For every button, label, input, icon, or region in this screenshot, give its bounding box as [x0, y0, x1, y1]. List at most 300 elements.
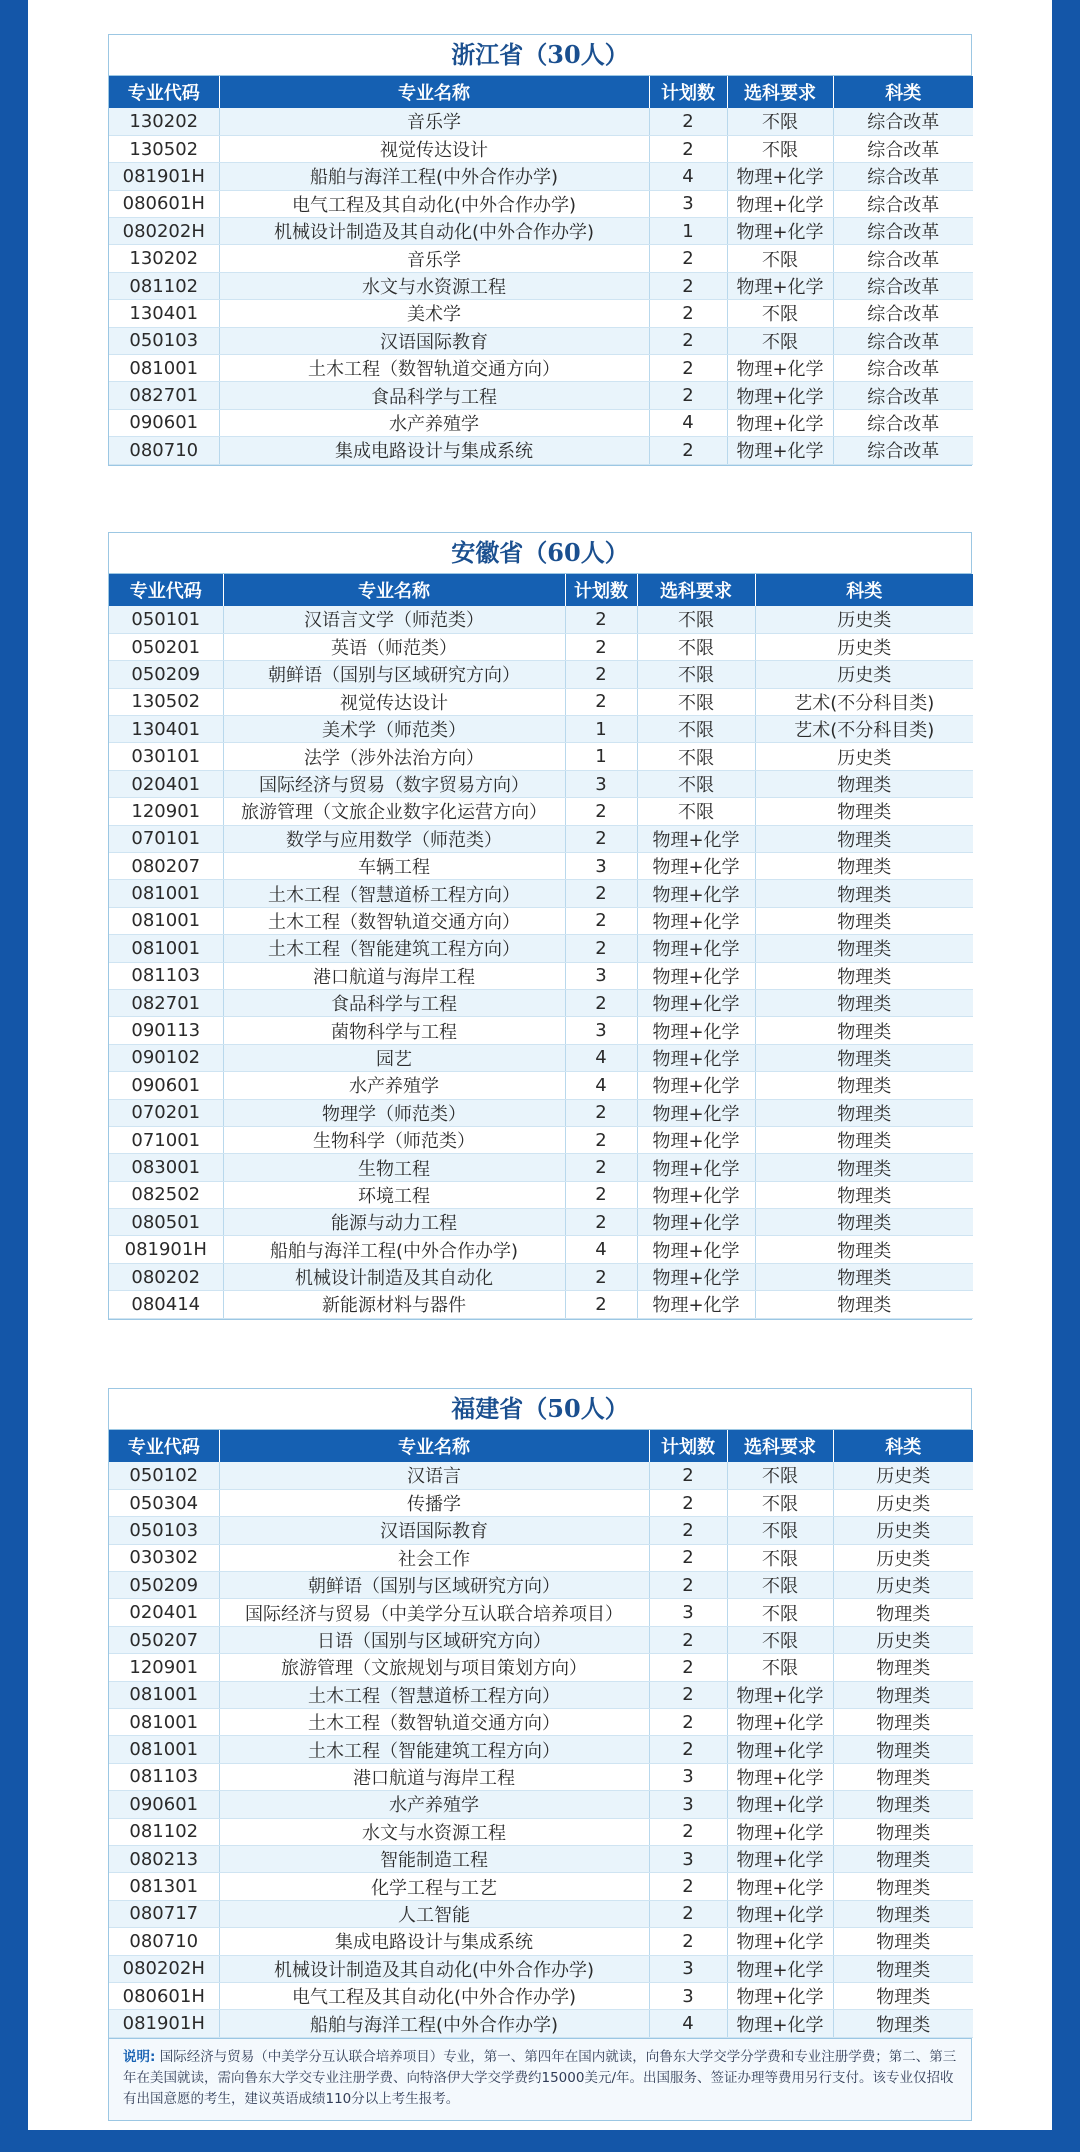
table-row [109, 798, 973, 825]
category-cell: 物理类 [755, 798, 973, 825]
major-name-cell: 土木工程（智能建筑工程方向） [219, 1736, 649, 1763]
major-name-cell: 日语（国别与区域研究方向） [219, 1626, 649, 1653]
major-code-cell: 130401 [109, 300, 219, 327]
major-name-cell: 数学与应用数学（师范类） [223, 825, 565, 852]
subject-requirement-cell: 物理+化学 [727, 1845, 833, 1872]
plan-count-cell: 2 [649, 1681, 727, 1708]
major-name-cell: 港口航道与海岸工程 [223, 962, 565, 989]
category-cell: 物理类 [755, 880, 973, 907]
major-name-cell: 机械设计制造及其自动化(中外合作办学) [219, 218, 649, 245]
table-row [109, 1791, 973, 1818]
table-row [109, 1681, 973, 1708]
major-code-cell: 081001 [109, 1709, 219, 1736]
major-code-cell: 050207 [109, 1626, 219, 1653]
category-cell: 艺术(不分科目类) [755, 716, 973, 743]
category-cell: 物理类 [833, 1818, 973, 1845]
plan-count-cell: 4 [649, 163, 727, 190]
plan-count-cell: 2 [649, 355, 727, 382]
header-category: 科类 [885, 1437, 922, 1458]
major-name-cell: 传播学 [219, 1489, 649, 1516]
table-row [109, 1263, 973, 1290]
major-code-cell: 080601H [109, 190, 219, 217]
category-cell: 物理类 [755, 935, 973, 962]
table-row [109, 1654, 973, 1681]
category-cell: 物理类 [833, 1736, 973, 1763]
major-name-cell: 水文与水资源工程 [219, 1818, 649, 1845]
major-code-cell: 080717 [109, 1900, 219, 1927]
subject-requirement-cell: 不限 [727, 1654, 833, 1681]
category-cell: 物理类 [755, 1181, 973, 1208]
subject-requirement-cell: 不限 [727, 135, 833, 162]
plan-count-cell: 4 [565, 1236, 637, 1263]
header-subject-requirement: 选科要求 [727, 76, 833, 108]
category-cell: 物理类 [755, 1291, 973, 1318]
plan-count-cell: 2 [649, 1818, 727, 1845]
plan-count-cell: 2 [565, 606, 637, 633]
table-row [109, 409, 973, 436]
table-row [109, 1236, 973, 1263]
header-plan-count: 计划数 [649, 76, 727, 108]
footnote-text: 国际经济与贸易（中美学分互认联合培养项目）专业，第一、第四年在国内就读，向鲁东大学交学分学费和专业注册学费；第二、第三年在美国就读，需向鲁东大学交专业注册学费、向特洛伊大学交学费约15000美元/年。出国服务、签证办理等费用另行支付。该专业仅招收有出国意愿的考生，建议英语成绩110分以上考生报考。 [123, 2048, 957, 2107]
table-row [109, 825, 973, 852]
major-code-cell: 050103 [109, 327, 219, 354]
table-row [109, 1845, 973, 1872]
table-row [109, 1099, 973, 1126]
category-cell: 综合改革 [833, 108, 973, 135]
table-row [109, 935, 973, 962]
header-plan-count: 计划数 [649, 1430, 727, 1462]
subject-requirement-cell: 不限 [637, 798, 755, 825]
table-row [109, 1900, 973, 1927]
category-cell: 物理类 [833, 1791, 973, 1818]
table-row [109, 1489, 973, 1516]
major-code-cell: 090601 [109, 1791, 219, 1818]
subject-requirement-cell: 物理+化学 [637, 1209, 755, 1236]
category-cell: 历史类 [755, 606, 973, 633]
table-body [109, 108, 973, 464]
category-cell: 物理类 [755, 1072, 973, 1099]
table-row [109, 1544, 973, 1571]
subject-requirement-cell: 物理+化学 [637, 1072, 755, 1099]
subject-requirement-cell: 不限 [727, 1517, 833, 1544]
major-code-cell: 050209 [109, 661, 223, 688]
table-row [109, 661, 973, 688]
plan-count-cell: 2 [649, 272, 727, 299]
major-name-cell: 汉语言文学（师范类） [223, 606, 565, 633]
header-major-name: 专业名称 [219, 1430, 649, 1462]
major-code-cell: 081102 [109, 1818, 219, 1845]
category-cell: 物理类 [755, 989, 973, 1016]
plan-count-cell: 3 [565, 853, 637, 880]
major-name-cell: 环境工程 [223, 1181, 565, 1208]
plan-count-cell: 2 [565, 688, 637, 715]
table-row [109, 1873, 973, 1900]
major-name-cell: 朝鲜语（国别与区域研究方向） [223, 661, 565, 688]
plan-count-cell: 2 [565, 1099, 637, 1126]
subject-requirement-cell: 物理+化学 [637, 907, 755, 934]
major-code-cell: 080414 [109, 1291, 223, 1318]
subject-requirement-cell: 不限 [727, 108, 833, 135]
table-row [109, 1928, 973, 1955]
plan-count-cell: 2 [565, 1181, 637, 1208]
major-code-cell: 080601H [109, 1982, 219, 2009]
major-name-cell: 社会工作 [219, 1544, 649, 1571]
major-name-cell: 水产养殖学 [219, 409, 649, 436]
category-cell: 物理类 [833, 2010, 973, 2037]
table-row [109, 606, 973, 633]
plan-count-cell: 3 [649, 190, 727, 217]
plan-count-cell: 3 [649, 1955, 727, 1982]
subject-requirement-cell: 物理+化学 [727, 1873, 833, 1900]
section-anhui [108, 532, 972, 1320]
plan-count-cell: 2 [649, 437, 727, 464]
table-row [109, 355, 973, 382]
table-row [109, 743, 973, 770]
table-row [109, 272, 973, 299]
major-code-cell: 080213 [109, 1845, 219, 1872]
major-name-cell: 音乐学 [219, 108, 649, 135]
table-row [109, 1072, 973, 1099]
major-code-cell: 083001 [109, 1154, 223, 1181]
subject-requirement-cell: 物理+化学 [637, 935, 755, 962]
major-code-cell: 082701 [109, 989, 223, 1016]
table-row [109, 218, 973, 245]
major-code-cell: 020401 [109, 770, 223, 797]
category-cell: 历史类 [833, 1462, 973, 1489]
major-code-cell: 080202H [109, 218, 219, 245]
subject-requirement-cell: 物理+化学 [727, 218, 833, 245]
category-cell: 物理类 [833, 1873, 973, 1900]
subject-requirement-cell: 物理+化学 [637, 1291, 755, 1318]
category-cell: 历史类 [833, 1572, 973, 1599]
subject-requirement-cell: 不限 [727, 1489, 833, 1516]
plan-count-cell: 4 [649, 2010, 727, 2037]
major-code-cell: 130202 [109, 108, 219, 135]
major-code-cell: 081103 [109, 962, 223, 989]
major-code-cell: 070201 [109, 1099, 223, 1126]
category-cell: 综合改革 [833, 135, 973, 162]
category-cell: 物理类 [755, 962, 973, 989]
category-cell: 历史类 [755, 743, 973, 770]
subject-requirement-cell: 不限 [727, 1626, 833, 1653]
plan-count-cell: 2 [649, 108, 727, 135]
category-cell: 物理类 [755, 1099, 973, 1126]
major-code-cell: 120901 [109, 798, 223, 825]
major-name-cell: 车辆工程 [223, 853, 565, 880]
subject-requirement-cell: 物理+化学 [637, 989, 755, 1016]
plan-count-cell: 1 [565, 743, 637, 770]
table-row [109, 1462, 973, 1489]
major-name-cell: 智能制造工程 [219, 1845, 649, 1872]
major-name-cell: 旅游管理（文旅规划与项目策划方向） [219, 1654, 649, 1681]
subject-requirement-cell: 物理+化学 [637, 825, 755, 852]
major-name-cell: 国际经济与贸易（数字贸易方向） [223, 770, 565, 797]
plan-count-cell: 2 [565, 825, 637, 852]
plan-count-cell: 2 [565, 633, 637, 660]
major-name-cell: 土木工程（智慧道桥工程方向） [223, 880, 565, 907]
major-code-cell: 090601 [109, 409, 219, 436]
major-name-cell: 法学（涉外法治方向） [223, 743, 565, 770]
footnote-label: 说明: [123, 2048, 156, 2065]
section-fujian [108, 1388, 972, 2121]
major-code-cell: 081901H [109, 2010, 219, 2037]
subject-requirement-cell: 物理+化学 [727, 1982, 833, 2009]
major-name-cell: 物理学（师范类） [223, 1099, 565, 1126]
section-title: 福建省（50人） [109, 1389, 971, 1430]
table-row [109, 1736, 973, 1763]
category-cell: 物理类 [833, 1845, 973, 1872]
major-code-cell: 030101 [109, 743, 223, 770]
table-row [109, 1017, 973, 1044]
category-cell: 物理类 [755, 907, 973, 934]
header-category: 科类 [885, 83, 922, 104]
plan-count-cell: 2 [649, 1517, 727, 1544]
major-name-cell: 朝鲜语（国别与区域研究方向） [219, 1572, 649, 1599]
plan-count-cell: 2 [565, 1126, 637, 1153]
subject-requirement-cell: 物理+化学 [637, 880, 755, 907]
category-cell: 综合改革 [833, 163, 973, 190]
subject-requirement-cell: 物理+化学 [637, 1126, 755, 1153]
table-row [109, 437, 973, 464]
major-name-cell: 汉语国际教育 [219, 1517, 649, 1544]
plan-count-cell: 3 [649, 1845, 727, 1872]
table-row [109, 989, 973, 1016]
table-header-row [109, 574, 973, 606]
plan-count-cell: 2 [565, 907, 637, 934]
category-cell: 历史类 [755, 661, 973, 688]
plan-count-cell: 2 [649, 1709, 727, 1736]
subject-requirement-cell: 不限 [637, 688, 755, 715]
major-name-cell: 美术学 [219, 300, 649, 327]
major-code-cell: 080202H [109, 1955, 219, 1982]
table-row [109, 1572, 973, 1599]
table-row [109, 1181, 973, 1208]
category-cell: 物理类 [833, 1928, 973, 1955]
table-header-row [109, 76, 973, 108]
category-cell: 物理类 [833, 1709, 973, 1736]
subject-requirement-cell: 物理+化学 [727, 409, 833, 436]
plan-count-cell: 2 [649, 1654, 727, 1681]
table-row [109, 907, 973, 934]
plan-count-cell: 3 [565, 962, 637, 989]
plan-count-cell: 2 [565, 989, 637, 1016]
major-name-cell: 食品科学与工程 [223, 989, 565, 1016]
admission-table [109, 574, 973, 1319]
major-name-cell: 能源与动力工程 [223, 1209, 565, 1236]
subject-requirement-cell: 物理+化学 [637, 853, 755, 880]
plan-count-cell: 3 [565, 1017, 637, 1044]
header-major-code: 专业代码 [109, 574, 223, 606]
plan-count-cell: 2 [649, 1489, 727, 1516]
table-row [109, 1126, 973, 1153]
subject-requirement-cell: 物理+化学 [637, 1154, 755, 1181]
category-cell: 历史类 [833, 1544, 973, 1571]
table-row [109, 382, 973, 409]
major-name-cell: 汉语国际教育 [219, 327, 649, 354]
major-code-cell: 081001 [109, 880, 223, 907]
category-cell: 物理类 [755, 1044, 973, 1071]
table-row [109, 1599, 973, 1626]
table-row [109, 135, 973, 162]
plan-count-cell: 3 [649, 1982, 727, 2009]
subject-requirement-cell: 物理+化学 [727, 1928, 833, 1955]
subject-requirement-cell: 不限 [637, 770, 755, 797]
subject-requirement-cell: 物理+化学 [727, 163, 833, 190]
major-code-cell: 081001 [109, 1736, 219, 1763]
major-name-cell: 视觉传达设计 [223, 688, 565, 715]
table-row [109, 1818, 973, 1845]
header-major-code: 专业代码 [109, 1430, 219, 1462]
category-cell: 物理类 [833, 1982, 973, 2009]
subject-requirement-cell: 不限 [727, 1544, 833, 1571]
category-cell: 物理类 [755, 1126, 973, 1153]
major-name-cell: 美术学（师范类） [223, 716, 565, 743]
major-name-cell: 国际经济与贸易（中美学分互认联合培养项目） [219, 1599, 649, 1626]
table-row [109, 163, 973, 190]
subject-requirement-cell: 不限 [637, 743, 755, 770]
major-name-cell: 水产养殖学 [219, 1791, 649, 1818]
major-name-cell: 土木工程（智慧道桥工程方向） [219, 1681, 649, 1708]
category-cell: 历史类 [755, 633, 973, 660]
subject-requirement-cell: 不限 [727, 1599, 833, 1626]
plan-count-cell: 3 [649, 1599, 727, 1626]
table-row [109, 1209, 973, 1236]
table-row [109, 688, 973, 715]
subject-requirement-cell: 不限 [727, 1572, 833, 1599]
major-name-cell: 生物工程 [223, 1154, 565, 1181]
major-code-cell: 050102 [109, 1462, 219, 1489]
table-row [109, 245, 973, 272]
left-edge-bar [0, 0, 28, 2152]
table-row [109, 770, 973, 797]
major-code-cell: 050201 [109, 633, 223, 660]
major-code-cell: 050101 [109, 606, 223, 633]
plan-count-cell: 2 [649, 1544, 727, 1571]
subject-requirement-cell: 不限 [727, 245, 833, 272]
major-code-cell: 081901H [109, 1236, 223, 1263]
major-name-cell: 食品科学与工程 [219, 382, 649, 409]
plan-count-cell: 2 [565, 1291, 637, 1318]
table-row [109, 1291, 973, 1318]
major-code-cell: 082502 [109, 1181, 223, 1208]
plan-count-cell: 2 [565, 935, 637, 962]
plan-count-cell: 1 [565, 716, 637, 743]
major-code-cell: 070101 [109, 825, 223, 852]
subject-requirement-cell: 物理+化学 [727, 1791, 833, 1818]
table-row [109, 1044, 973, 1071]
category-cell: 综合改革 [833, 355, 973, 382]
subject-requirement-cell: 物理+化学 [727, 1763, 833, 1790]
major-code-cell: 130401 [109, 716, 223, 743]
category-cell: 物理类 [755, 1263, 973, 1290]
major-name-cell: 土木工程（数智轨道交通方向） [219, 355, 649, 382]
category-cell: 历史类 [833, 1517, 973, 1544]
header-major-code: 专业代码 [109, 76, 219, 108]
plan-count-cell: 2 [565, 880, 637, 907]
header-major-name: 专业名称 [219, 76, 649, 108]
table-row [109, 853, 973, 880]
major-name-cell: 生物科学（师范类） [223, 1126, 565, 1153]
category-cell: 物理类 [833, 1900, 973, 1927]
table-row [109, 1955, 973, 1982]
major-code-cell: 130502 [109, 135, 219, 162]
footnote [109, 2038, 971, 2120]
category-cell: 物理类 [833, 1681, 973, 1708]
major-name-cell: 电气工程及其自动化(中外合作办学) [219, 190, 649, 217]
major-name-cell: 船舶与海洋工程(中外合作办学) [219, 163, 649, 190]
category-cell: 艺术(不分科目类) [755, 688, 973, 715]
table-row [109, 880, 973, 907]
header-plan-count: 计划数 [565, 574, 637, 606]
major-code-cell: 082701 [109, 382, 219, 409]
table-row [109, 1154, 973, 1181]
category-cell: 综合改革 [833, 300, 973, 327]
table-row [109, 327, 973, 354]
table-row [109, 190, 973, 217]
table-header-row [109, 1430, 973, 1462]
plan-count-cell: 2 [565, 1209, 637, 1236]
major-name-cell: 土木工程（智能建筑工程方向） [223, 935, 565, 962]
subject-requirement-cell: 物理+化学 [727, 382, 833, 409]
header-subject-requirement: 选科要求 [727, 1430, 833, 1462]
major-code-cell: 030302 [109, 1544, 219, 1571]
table-row [109, 716, 973, 743]
subject-requirement-cell: 不限 [637, 633, 755, 660]
major-name-cell: 机械设计制造及其自动化 [223, 1263, 565, 1290]
major-code-cell: 050304 [109, 1489, 219, 1516]
subject-requirement-cell: 物理+化学 [727, 1818, 833, 1845]
header-subject-requirement: 选科要求 [637, 574, 755, 606]
category-cell: 综合改革 [833, 245, 973, 272]
subject-requirement-cell: 不限 [727, 300, 833, 327]
plan-count-cell: 2 [565, 661, 637, 688]
section-title: 浙江省（30人） [109, 35, 971, 76]
major-code-cell: 090601 [109, 1072, 223, 1099]
plan-count-cell: 2 [649, 1873, 727, 1900]
plan-count-cell: 2 [649, 1900, 727, 1927]
plan-count-cell: 2 [565, 1154, 637, 1181]
major-code-cell: 081001 [109, 1681, 219, 1708]
subject-requirement-cell: 物理+化学 [727, 437, 833, 464]
plan-count-cell: 2 [565, 1263, 637, 1290]
subject-requirement-cell: 不限 [637, 661, 755, 688]
major-code-cell: 080202 [109, 1263, 223, 1290]
table-row [109, 633, 973, 660]
subject-requirement-cell: 不限 [727, 1462, 833, 1489]
major-name-cell: 水产养殖学 [223, 1072, 565, 1099]
major-name-cell: 水文与水资源工程 [219, 272, 649, 299]
major-code-cell: 081301 [109, 1873, 219, 1900]
table-row [109, 962, 973, 989]
plan-count-cell: 2 [649, 1626, 727, 1653]
category-cell: 物理类 [755, 825, 973, 852]
major-code-cell: 071001 [109, 1126, 223, 1153]
major-name-cell: 化学工程与工艺 [219, 1873, 649, 1900]
subject-requirement-cell: 物理+化学 [637, 1263, 755, 1290]
plan-count-cell: 2 [649, 135, 727, 162]
category-cell: 综合改革 [833, 218, 973, 245]
subject-requirement-cell: 物理+化学 [727, 190, 833, 217]
plan-count-cell: 1 [649, 218, 727, 245]
table-row [109, 108, 973, 135]
subject-requirement-cell: 物理+化学 [727, 1900, 833, 1927]
major-name-cell: 汉语言 [219, 1462, 649, 1489]
major-code-cell: 050103 [109, 1517, 219, 1544]
subject-requirement-cell: 不限 [637, 716, 755, 743]
header-category: 科类 [846, 581, 883, 602]
table-row [109, 1763, 973, 1790]
subject-requirement-cell: 不限 [727, 327, 833, 354]
